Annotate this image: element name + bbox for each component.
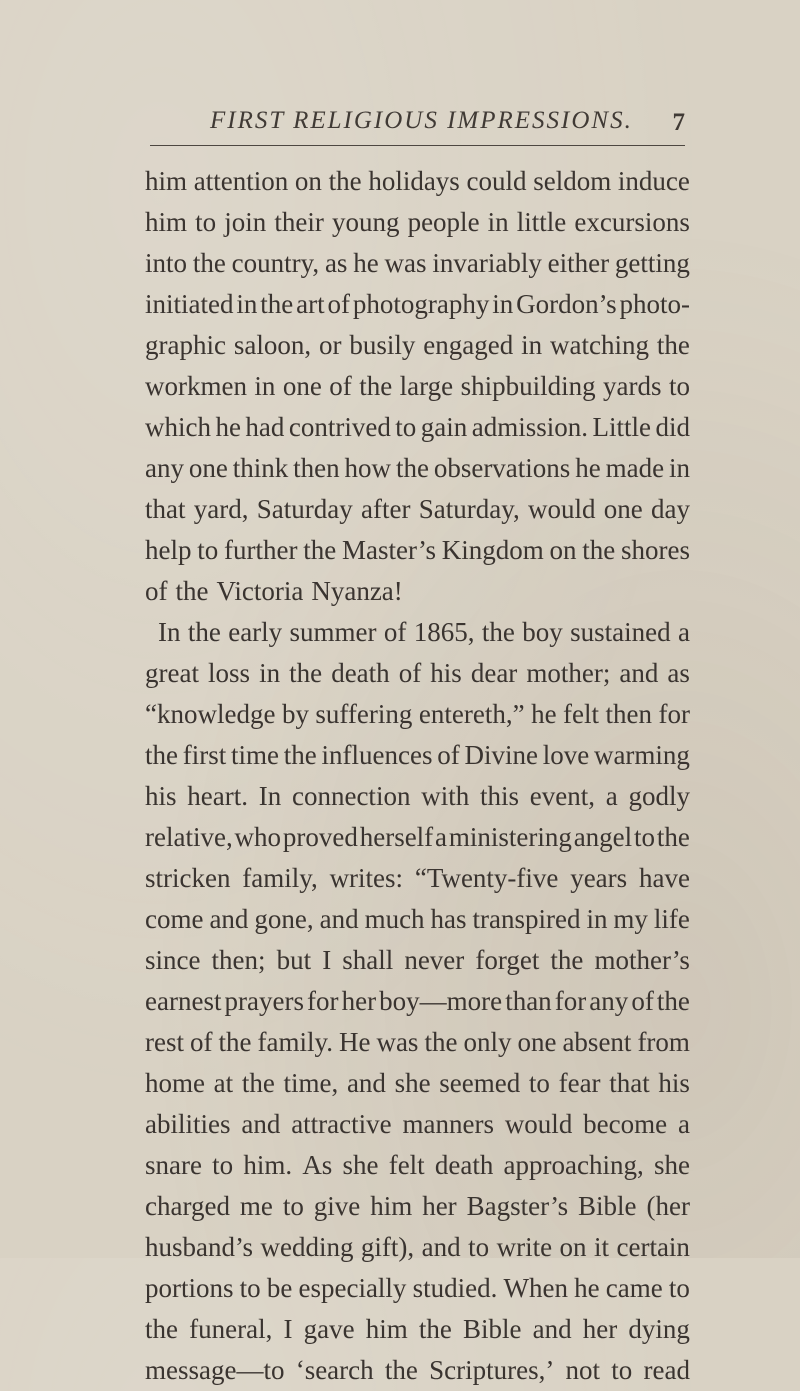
body-text bbox=[145, 161, 690, 1391]
text-line: message—to ‘search the Scriptures,’ not to read bbox=[145, 1355, 690, 1385]
text-line: of the Victoria Nyanza! bbox=[145, 576, 403, 606]
text-line: great loss in the death of his dear mother; and as bbox=[145, 658, 690, 688]
text-line: workmen in one of the large shipbuilding yards to bbox=[145, 371, 690, 401]
running-title: FIRST RELIGIOUS IMPRESSIONS. bbox=[210, 107, 633, 134]
running-head bbox=[150, 107, 685, 141]
text-line: him attention on the holidays could seldom induce bbox=[145, 166, 690, 196]
text-line: the first time the influences of Divine love warming bbox=[145, 740, 690, 770]
text-line: his heart. In connection with this event, a godly bbox=[145, 781, 690, 811]
text-line: snare to him. As she felt death approaching, she bbox=[145, 1150, 690, 1180]
text-line: portions to be especially studied. When he came to bbox=[145, 1273, 690, 1303]
text-line: graphic saloon, or busily engaged in watching the bbox=[145, 330, 690, 360]
text-line: “knowledge by suffering entereth,” he felt then for bbox=[145, 699, 690, 729]
header-rule bbox=[150, 145, 685, 146]
text-line: which he had contrived to gain admission. Little did bbox=[145, 412, 690, 442]
text-line: the funeral, I gave him the Bible and her dying bbox=[145, 1314, 690, 1344]
text-line: help to further the Master’s Kingdom on the shores bbox=[145, 535, 690, 565]
text-line: him to join their young people in little excursions bbox=[145, 207, 690, 237]
text-line: In the early summer of 1865, the boy sustained a bbox=[158, 617, 690, 647]
text-line: charged me to give him her Bagster’s Bible (her bbox=[145, 1191, 690, 1221]
text-line: since then; but I shall never forget the mother’s bbox=[145, 945, 690, 975]
text-line: that yard, Saturday after Saturday, would one day bbox=[145, 494, 690, 524]
page-number: 7 bbox=[672, 109, 685, 136]
text-line: stricken family, writes: “Twenty-five years have bbox=[145, 863, 690, 893]
text-line: earnest prayers for her boy—more than for any of the bbox=[145, 986, 690, 1016]
text-line: abilities and attractive manners would become a bbox=[145, 1109, 690, 1139]
text-line: into the country, as he was invariably either getting bbox=[145, 248, 690, 278]
text-line: relative, who proved herself a ministering angel to the bbox=[145, 822, 690, 852]
text-line: rest of the family. He was the only one absent from bbox=[145, 1027, 690, 1057]
text-line: initiated in the art of photography in Gordon’s photo- bbox=[145, 289, 690, 319]
text-line: husband’s wedding gift), and to write on it certain bbox=[145, 1232, 690, 1262]
text-line: come and gone, and much has transpired in my life bbox=[145, 904, 690, 934]
text-line: home at the time, and she seemed to fear that his bbox=[145, 1068, 690, 1098]
text-line: any one think then how the observations he made in bbox=[145, 453, 690, 483]
